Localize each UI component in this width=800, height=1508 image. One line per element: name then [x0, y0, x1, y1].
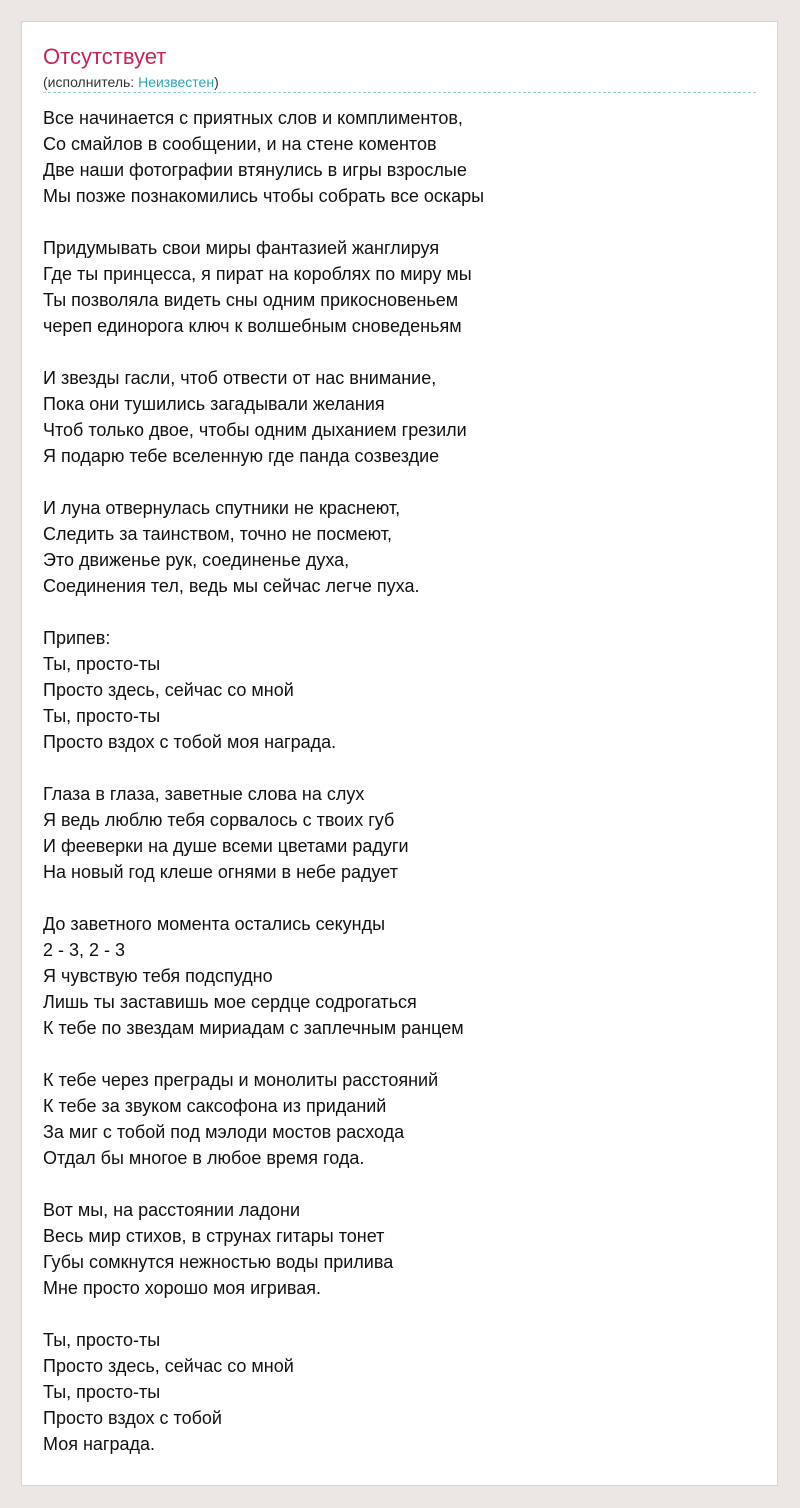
lyrics-line: Губы сомкнутся нежностью воды прилива [43, 1252, 394, 1272]
lyrics-line: Лишь ты заставишь мое сердце содрогаться [43, 992, 417, 1012]
lyrics-line: Это движенье рук, соединенье духа, [43, 550, 350, 570]
lyrics-line: Ты, просто-ты [43, 654, 161, 674]
lyrics-line: череп единорога ключ к волшебным сноведеньям [43, 316, 462, 336]
lyrics-stanza [43, 105, 758, 209]
lyrics-line: Со смайлов в сообщении, и на стене коментов [43, 134, 437, 154]
lyrics-line: До заветного момента остались секунды [43, 914, 386, 934]
lyrics-line: На новый год клеше огнями в небе радует [43, 862, 398, 882]
lyrics-line: Глаза в глаза, заветные слова на слух [43, 784, 365, 804]
artist-line [43, 73, 219, 91]
song-title: Отсутствует [43, 44, 167, 69]
lyrics-line: 2 - 3, 2 - 3 [43, 940, 126, 960]
lyrics-line: Просто здесь, сейчас со мной [43, 1356, 294, 1376]
lyrics-stanza [43, 1067, 758, 1171]
lyrics-card [21, 21, 778, 1486]
lyrics-line: И звезды гасли, чтоб отвести от нас внимание, [43, 368, 437, 388]
lyrics-line: Мне просто хорошо моя игривая. [43, 1278, 321, 1298]
lyrics-line: Отдал бы многое в любое время года. [43, 1148, 365, 1168]
lyrics-line: Следить за таинством, точно не посмеют, [43, 524, 393, 544]
lyrics-stanza [43, 235, 758, 339]
lyrics-line: Моя награда. [43, 1434, 156, 1454]
lyrics-line: К тебе через преграды и монолиты расстояний [43, 1070, 439, 1090]
artist-link[interactable]: Неизвестен [138, 74, 215, 90]
lyrics-line: Где ты принцесса, я пират на короблях по миру мы [43, 264, 472, 284]
artist-suffix: ) [214, 74, 219, 90]
lyrics-line: Я подарю тебе вселенную где панда созвездие [43, 446, 440, 466]
artist-prefix: (исполнитель: [43, 74, 139, 90]
lyrics-line: Я чувствую тебя подспудно [43, 966, 273, 986]
lyrics-stanza [43, 495, 758, 599]
lyrics-line: Просто вздох с тобой [43, 1408, 222, 1428]
lyrics-stanza [43, 625, 758, 755]
lyrics-line: Вот мы, на расстоянии ладони [43, 1200, 301, 1220]
lyrics-stanza [43, 911, 758, 1041]
lyrics-line: Я ведь люблю тебя сорвалось с твоих губ [43, 810, 395, 830]
lyrics-line: Все начинается с приятных слов и комплиментов, [43, 108, 463, 128]
lyrics-line: Весь мир стихов, в струнах гитары тонет [43, 1226, 385, 1246]
title-divider [43, 92, 756, 93]
lyrics-line: Чтоб только двое, чтобы одним дыханием грезили [43, 420, 467, 440]
lyrics-line: Соединения тел, ведь мы сейчас легче пуха. [43, 576, 420, 596]
lyrics-stanza [43, 1327, 758, 1457]
lyrics-line: Ты, просто-ты [43, 1382, 161, 1402]
lyrics-stanza [43, 365, 758, 469]
lyrics-line: Припев: [43, 628, 111, 648]
lyrics-line: Придумывать свои миры фантазией жанглируя [43, 238, 440, 258]
lyrics-line: Просто здесь, сейчас со мной [43, 680, 294, 700]
lyrics-line: Ты, просто-ты [43, 706, 161, 726]
lyrics-line: Ты позволяла видеть сны одним прикосновеньем [43, 290, 459, 310]
lyrics-line: И луна отвернулась спутники не краснеют, [43, 498, 401, 518]
lyrics-text [43, 105, 758, 1483]
lyrics-line: Просто вздох с тобой моя награда. [43, 732, 337, 752]
lyrics-stanza [43, 1197, 758, 1301]
lyrics-stanza [43, 781, 758, 885]
lyrics-line: Мы позже познакомились чтобы собрать все оскары [43, 186, 485, 206]
lyrics-line: Пока они тушились загадывали желания [43, 394, 385, 414]
lyrics-line: Ты, просто-ты [43, 1330, 161, 1350]
lyrics-line: К тебе по звездам мириадам с заплечным ранцем [43, 1018, 464, 1038]
lyrics-line: К тебе за звуком саксофона из приданий [43, 1096, 387, 1116]
lyrics-line: Две наши фотографии втянулись в игры взрослые [43, 160, 467, 180]
lyrics-line: И фееверки на душе всеми цветами радуги [43, 836, 409, 856]
lyrics-line: За миг с тобой под мэлоди мостов расхода [43, 1122, 405, 1142]
